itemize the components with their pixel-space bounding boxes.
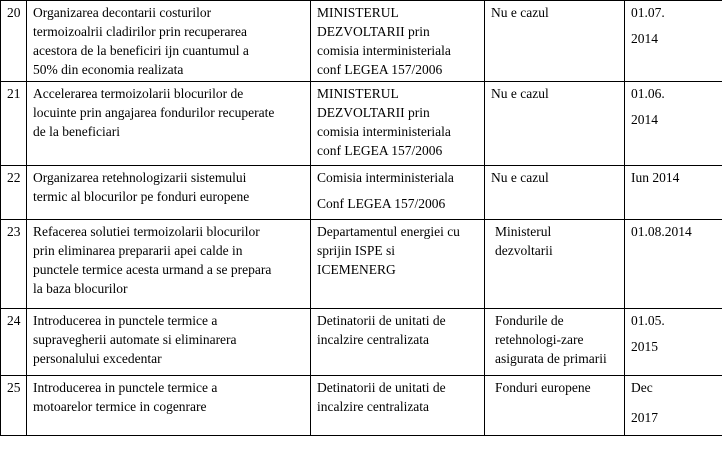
funding-cell: Fondurile de retehnologi-zare asigurata de primarii [485, 309, 625, 376]
deadline-cell: 01.06. 2014 [625, 82, 722, 166]
deadline-cell: 01.08.2014 [625, 220, 722, 309]
deadline-cell: Dec 2017 [625, 376, 722, 436]
row-number: 20 [1, 1, 27, 82]
measure-cell: Refacerea solutiei termoizolarii blocurilor prin eliminarea prepararii apei calde in punctele termice acesta urmand a se prepara la baza blocurilor [27, 220, 311, 309]
table-row [1, 1, 722, 82]
funding-cell: Nu e cazul [485, 1, 625, 82]
deadline-cell: 01.07. 2014 [625, 1, 722, 82]
responsible-cell: MINISTERUL DEZVOLTARII prin comisia interministeriala conf LEGEA 157/2006 [311, 1, 485, 82]
measure-cell: Introducerea in punctele termice a supravegherii automate si eliminarera personalului excedentar [27, 309, 311, 376]
row-number: 23 [1, 220, 27, 309]
measure-cell: Introducerea in punctele termice a motoarelor termice in cogenrare [27, 376, 311, 436]
row-number: 24 [1, 309, 27, 376]
table-row [1, 309, 722, 376]
funding-cell: Nu e cazul [485, 82, 625, 166]
row-number: 22 [1, 166, 27, 220]
responsible-cell: Detinatorii de unitati de incalzire centralizata [311, 376, 485, 436]
funding-cell: Nu e cazul [485, 166, 625, 220]
row-number: 25 [1, 376, 27, 436]
funding-cell: Fonduri europene [485, 376, 625, 436]
responsible-cell: Departamentul energiei cu sprijin ISPE si ICEMENERG [311, 220, 485, 309]
measure-cell: Organizarea decontarii costurilor termoizoalrii cladirilor prin recuperarea acestora de la beneficiri ijn cuantumul a 50% din economia realizata [27, 1, 311, 82]
responsible-cell: Comisia interministeriala Conf LEGEA 157/2006 [311, 166, 485, 220]
measure-cell: Organizarea retehnologizarii sistemului termic al blocurilor pe fonduri europene [27, 166, 311, 220]
responsible-cell: Detinatorii de unitati de incalzire centralizata [311, 309, 485, 376]
table-row [1, 220, 722, 309]
table-row [1, 82, 722, 166]
table-row [1, 376, 722, 436]
table-row [1, 166, 722, 220]
responsible-cell: MINISTERUL DEZVOLTARII prin comisia interministeriala conf LEGEA 157/2006 [311, 82, 485, 166]
deadline-cell: 01.05. 2015 [625, 309, 722, 376]
funding-cell: Ministerul dezvoltarii [485, 220, 625, 309]
measure-cell: Accelerarea termoizolarii blocurilor de locuinte prin angajarea fondurilor recuperate de la beneficiari [27, 82, 311, 166]
deadline-cell: Iun 2014 [625, 166, 722, 220]
row-number: 21 [1, 82, 27, 166]
